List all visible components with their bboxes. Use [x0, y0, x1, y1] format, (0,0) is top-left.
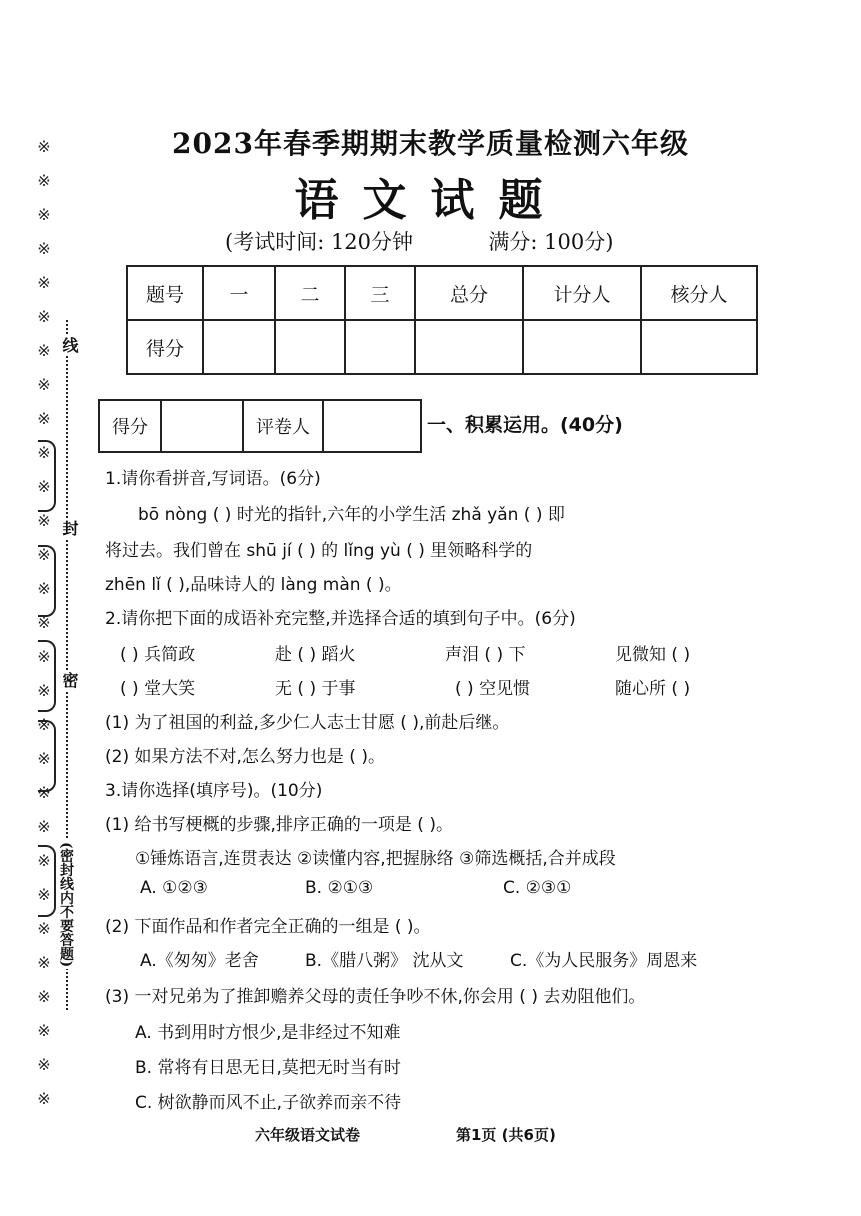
- subject-title: 语文试题: [294, 175, 567, 226]
- q3-2: (2) 下面作品和作者完全正确的一组是 ( )。: [105, 917, 431, 937]
- q1-line-3: zhēn lǐ ( ),品味诗人的 làng màn ( )。: [105, 575, 402, 595]
- margin-blank-1: [38, 440, 56, 512]
- q1-title: 1.请你看拼音,写词语。(6分): [105, 469, 321, 489]
- score-cell[interactable]: [415, 320, 523, 374]
- margin-blank-5: [38, 845, 56, 917]
- margin-note: (密封线内不要答题): [58, 842, 74, 968]
- q3-2-option-c: C.《为人民服务》周恩来: [510, 951, 698, 971]
- table-cell: 二: [275, 266, 345, 320]
- idiom-3: 声泪 ( ) 下: [445, 645, 526, 665]
- q3-3-option-c: C. 树欲静而风不止,子欲养而亲不待: [135, 1093, 402, 1113]
- q2-sentence-1: (1) 为了祖国的利益,多少仁人志士甘愿 ( ),前赴后继。: [105, 713, 510, 733]
- binding-margin: [0, 120, 95, 1140]
- q3-2-option-b: B.《腊八粥》 沈从文: [305, 951, 464, 971]
- score-cell[interactable]: [203, 320, 275, 374]
- table-cell: 一: [203, 266, 275, 320]
- section-1-title: 一、积累运用。(40分): [427, 414, 623, 436]
- grader-score-label: 得分: [99, 400, 161, 452]
- idiom-8: 随心所 ( ): [615, 679, 691, 699]
- exam-info: [225, 226, 613, 256]
- seal-label: 封: [60, 520, 79, 536]
- q3-1-option-c: C. ②③①: [503, 878, 572, 898]
- q3-3-option-a: A. 书到用时方恨少,是非经过不知难: [135, 1023, 401, 1043]
- margin-stars: ※ ※ ※ ※ ※ ※ ※ ※ ※ ※ ※ ※ ※ ※ ※ ※ ※ ※ ※ ※ ※ ※ ※ ※ ※ ※ ※ ※ ※: [37, 137, 51, 1108]
- idiom-2: 赴 ( ) 蹈火: [275, 645, 356, 665]
- margin-blank-4: [38, 720, 56, 792]
- idiom-7: ( ) 空见惯: [455, 679, 531, 699]
- table-cell: 题号: [127, 266, 203, 320]
- q2-sentence-2: (2) 如果方法不对,怎么努力也是 ( )。: [105, 747, 385, 767]
- q1-line-2: 将过去。我们曾在 shū jí ( ) 的 lǐng yù ( ) 里领略科学的: [105, 541, 533, 561]
- q2-title: 2.请你把下面的成语补充完整,并选择合适的填到句子中。(6分): [105, 609, 576, 629]
- table-cell: 计分人: [523, 266, 641, 320]
- grader-table: [98, 399, 422, 453]
- grader-name-cell[interactable]: [323, 400, 421, 452]
- idiom-5: ( ) 堂大笑: [120, 679, 196, 699]
- grader-score-cell[interactable]: [161, 400, 243, 452]
- time-info: (考试时间: 120分钟: [225, 230, 414, 254]
- score-cell[interactable]: [641, 320, 757, 374]
- score-cell[interactable]: [345, 320, 415, 374]
- footer-paper-name: 六年级语文试卷: [255, 1126, 361, 1144]
- table-cell: 得分: [127, 320, 203, 374]
- table-cell: 总分: [415, 266, 523, 320]
- score-info: 满分: 100分): [488, 230, 614, 254]
- idiom-6: 无 ( ) 于事: [275, 679, 356, 699]
- margin-blank-2: [38, 545, 56, 617]
- score-cell[interactable]: [523, 320, 641, 374]
- q3-3-option-b: B. 常将有日思无日,莫把无时当有时: [135, 1058, 401, 1078]
- idiom-4: 见微知 ( ): [615, 645, 691, 665]
- table-cell: 三: [345, 266, 415, 320]
- q3-1: (1) 给书写梗概的步骤,排序正确的一项是 ( )。: [105, 815, 453, 835]
- score-table: [126, 265, 758, 375]
- score-table-score-row: [127, 320, 757, 374]
- q3-1-steps: ①锤炼语言,连贯表达 ②读懂内容,把握脉络 ③筛选概括,合并成段: [135, 849, 616, 869]
- footer-page-number: 第1页 (共6页): [456, 1126, 556, 1144]
- q3-title: 3.请你选择(填序号)。(10分): [105, 781, 323, 801]
- margin-blank-3: [38, 640, 56, 712]
- q1-line-1: bō nòng ( ) 时光的指针,六年的小学生活 zhǎ yǎn ( ) 即: [138, 505, 565, 525]
- q3-1-option-b: B. ②①③: [305, 878, 374, 898]
- score-table-header-row: [127, 266, 757, 320]
- line-label: 线: [60, 337, 79, 353]
- table-cell: 核分人: [641, 266, 757, 320]
- q3-2-option-a: A.《匆匆》老舍: [140, 951, 259, 971]
- idiom-1: ( ) 兵简政: [120, 645, 196, 665]
- score-cell[interactable]: [275, 320, 345, 374]
- exam-title: 2023年春季期期末教学质量检测六年级: [172, 127, 689, 160]
- q3-1-option-a: A. ①②③: [140, 878, 208, 898]
- grader-label: 评卷人: [243, 400, 323, 452]
- q3-3: (3) 一对兄弟为了推卸赡养父母的责任争吵不休,你会用 ( ) 去劝阻他们。: [105, 987, 646, 1007]
- dense-label: 密: [60, 672, 79, 688]
